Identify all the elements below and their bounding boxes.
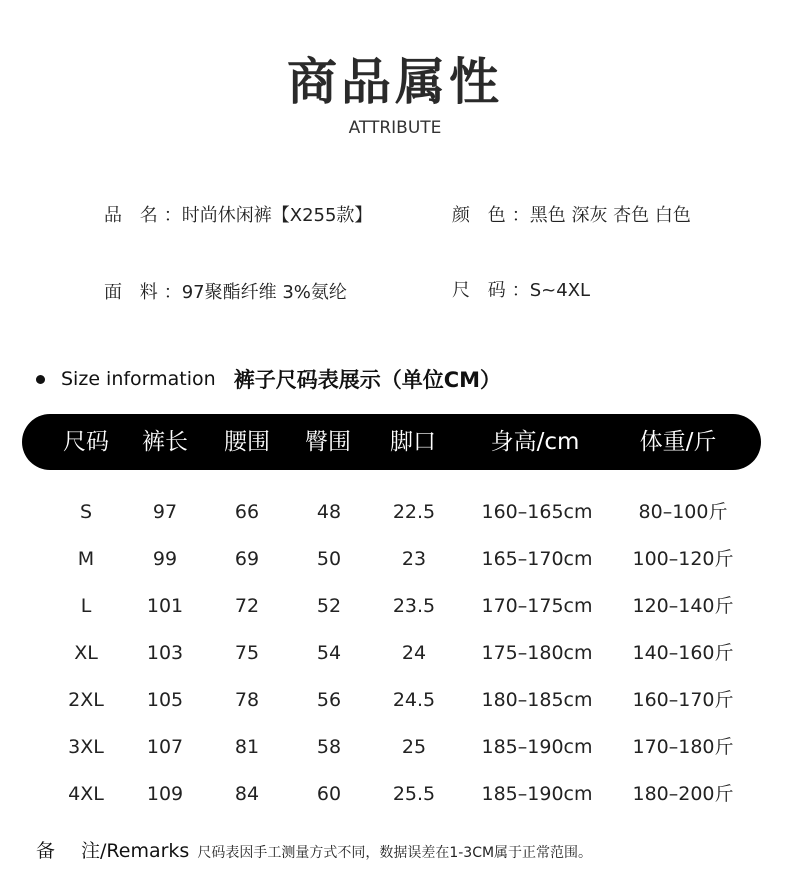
- table-row: [0, 544, 790, 574]
- table-cell: 120–140斤: [632, 595, 734, 617]
- size-info-label-en: Size information: [61, 368, 216, 390]
- header-height: 身高/cm: [490, 429, 580, 455]
- table-cell: 160–170斤: [632, 689, 734, 711]
- table-cell: 72: [234, 595, 260, 617]
- table-cell: 99: [152, 548, 178, 570]
- table-cell: 69: [234, 548, 260, 570]
- table-cell: 84: [234, 783, 260, 805]
- table-cell: 81: [234, 736, 260, 758]
- table-cell: 24.5: [392, 689, 436, 711]
- size-info-label-cn: 裤子尺码表展示（单位CM）: [233, 368, 502, 392]
- remark-text: 尺码表因手工测量方式不同，数据误差在1-3CM属于正常范围。: [197, 845, 593, 861]
- table-cell: 4XL: [68, 783, 104, 805]
- page-title: 商品属性: [287, 53, 503, 111]
- header-hem: 脚口: [390, 429, 436, 455]
- attr-fabric-label: 面 料: [104, 282, 164, 303]
- attr-size: [452, 276, 590, 302]
- table-cell: 175–180cm: [481, 642, 593, 664]
- table-cell: 2XL: [68, 689, 104, 711]
- table-cell: 23: [401, 548, 427, 570]
- size-info-heading: [36, 364, 501, 394]
- table-cell: L: [80, 595, 92, 617]
- table-cell: 180–185cm: [481, 689, 593, 711]
- attr-fabric-value: 97聚酯纤维 3%氨纶: [181, 282, 347, 303]
- table-cell: S: [79, 501, 93, 523]
- remark-label-a: 备: [36, 840, 82, 862]
- header-size: 尺码: [63, 429, 109, 455]
- header-hip: 臀围: [305, 429, 351, 455]
- table-cell: 100–120斤: [632, 548, 734, 570]
- remark: [36, 836, 592, 864]
- attr-color: [452, 201, 691, 227]
- table-cell: 160–165cm: [481, 501, 593, 523]
- size-table-header: [22, 414, 761, 470]
- table-row: [0, 685, 790, 715]
- header-length: 裤长: [142, 429, 188, 455]
- attr-color-value: 黑色 深灰 杏色 白色: [529, 205, 691, 226]
- table-cell: 52: [316, 595, 342, 617]
- table-cell: 54: [316, 642, 342, 664]
- table-cell: 25.5: [392, 783, 436, 805]
- attr-sep: ：: [163, 282, 182, 303]
- table-cell: 97: [152, 501, 178, 523]
- page-subtitle: ATTRIBUTE: [348, 118, 442, 138]
- table-cell: 107: [146, 736, 184, 758]
- table-row: [0, 638, 790, 668]
- attr-size-value: S~4XL: [529, 280, 591, 301]
- table-cell: 66: [234, 501, 260, 523]
- table-row: [0, 732, 790, 762]
- table-cell: 56: [316, 689, 342, 711]
- table-cell: 180–200斤: [632, 783, 734, 805]
- table-cell: XL: [74, 642, 98, 664]
- table-row: [0, 591, 790, 621]
- attr-name-label: 品 名: [104, 205, 164, 226]
- table-cell: 105: [146, 689, 184, 711]
- table-cell: 140–160斤: [632, 642, 734, 664]
- table-row: [0, 497, 790, 527]
- table-cell: 170–180斤: [632, 736, 734, 758]
- table-cell: 103: [146, 642, 184, 664]
- table-cell: M: [77, 548, 95, 570]
- header-waist: 腰围: [224, 429, 270, 455]
- table-cell: 58: [316, 736, 342, 758]
- table-cell: 25: [401, 736, 427, 758]
- bullet-dot-icon: [36, 375, 45, 384]
- table-cell: 48: [316, 501, 342, 523]
- remark-label-b: 注/Remarks: [81, 840, 190, 862]
- attr-sep: ：: [511, 280, 530, 301]
- table-cell: 80–100斤: [638, 501, 728, 523]
- attr-sep: ：: [163, 205, 182, 226]
- table-cell: 22.5: [392, 501, 436, 523]
- attr-sep: ：: [511, 205, 530, 226]
- table-cell: 185–190cm: [481, 783, 593, 805]
- header-weight: 体重/斤: [639, 429, 717, 455]
- table-row: [0, 779, 790, 809]
- table-cell: 170–175cm: [481, 595, 593, 617]
- table-cell: 23.5: [392, 595, 436, 617]
- table-cell: 24: [401, 642, 427, 664]
- remark-label: [36, 836, 189, 863]
- table-cell: 78: [234, 689, 260, 711]
- table-cell: 101: [146, 595, 184, 617]
- table-cell: 60: [316, 783, 342, 805]
- attr-size-label: 尺 码: [452, 280, 512, 301]
- table-cell: 50: [316, 548, 342, 570]
- table-cell: 75: [234, 642, 260, 664]
- table-cell: 3XL: [68, 736, 104, 758]
- attr-name-value: 时尚休闲裤【X255款】: [181, 205, 373, 226]
- attr-color-label: 颜 色: [452, 205, 512, 226]
- table-cell: 109: [146, 783, 184, 805]
- table-cell: 165–170cm: [481, 548, 593, 570]
- table-cell: 185–190cm: [481, 736, 593, 758]
- attr-fabric: [104, 278, 347, 304]
- attr-product-name: [104, 201, 372, 227]
